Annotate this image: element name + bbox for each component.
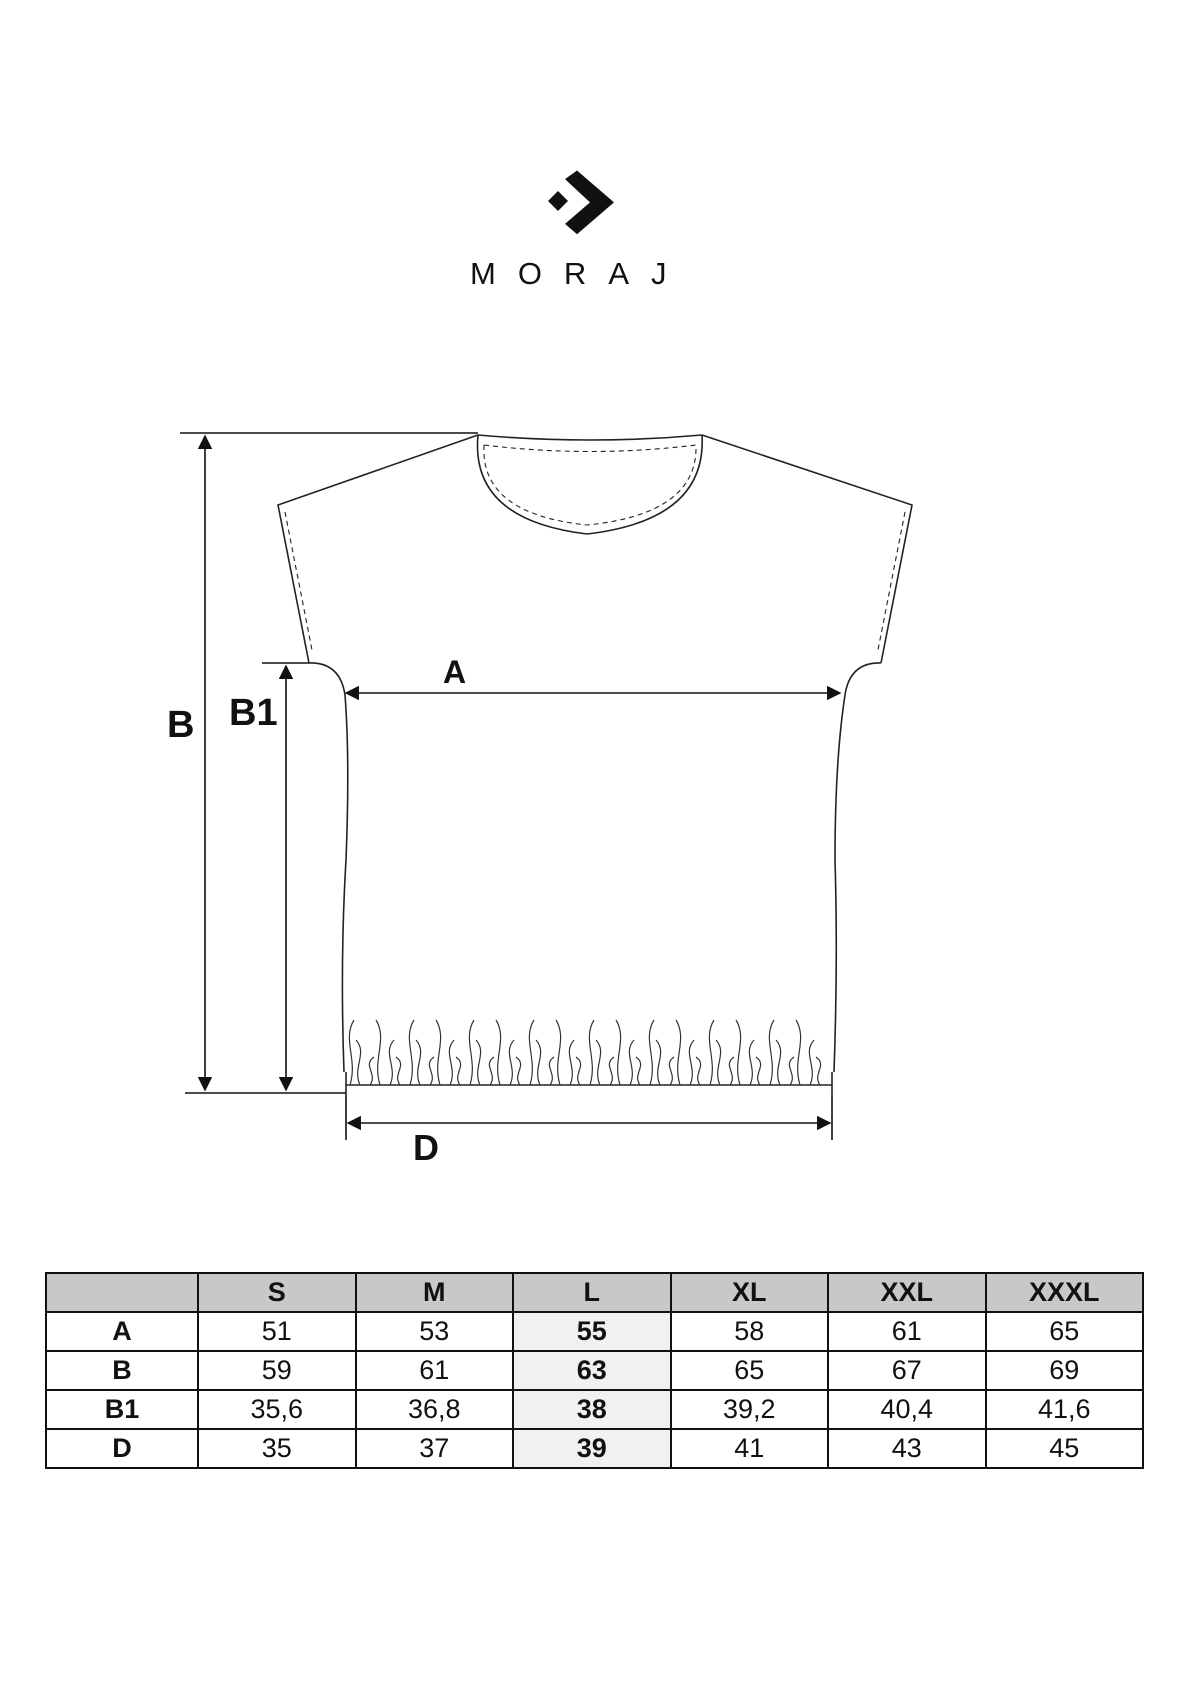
fringe-strand: [709, 1020, 714, 1085]
table-cell: 41,6: [986, 1390, 1144, 1429]
table-cell: 65: [986, 1312, 1144, 1351]
fringe-strand: [556, 1020, 561, 1085]
table-row: [46, 1351, 1143, 1390]
table-cell: 35: [198, 1429, 356, 1468]
table-cell: 69: [986, 1351, 1144, 1390]
fringe-strand: [489, 1057, 494, 1085]
fringe-strand: [469, 1020, 474, 1085]
header-cell-l: L: [513, 1273, 671, 1312]
fringe-strand: [776, 1040, 781, 1085]
table-cell-highlighted: 38: [513, 1390, 671, 1429]
table-cell-highlighted: 63: [513, 1351, 671, 1390]
fringe-strand: [736, 1020, 741, 1085]
header-cell-empty: [46, 1273, 198, 1312]
row-label: B1: [46, 1390, 198, 1429]
fringe-strand: [796, 1020, 801, 1085]
fringe-strand: [396, 1057, 401, 1085]
table-cell: 37: [356, 1429, 514, 1468]
table-cell: 59: [198, 1351, 356, 1390]
fringe-strand: [456, 1057, 461, 1085]
header-cell-xl: XL: [671, 1273, 829, 1312]
fringe-strand: [429, 1057, 434, 1085]
fringe-strand: [409, 1020, 414, 1085]
fringe-strand: [816, 1057, 821, 1085]
row-label: A: [46, 1312, 198, 1351]
fringe-strand: [649, 1020, 654, 1085]
fringe-strand: [669, 1057, 674, 1085]
label-a: A: [443, 654, 467, 690]
fringe-strand: [516, 1057, 521, 1085]
fringe-strand: [576, 1057, 581, 1085]
table-cell: 61: [828, 1312, 986, 1351]
table-cell: 39,2: [671, 1390, 829, 1429]
fringe-strand: [589, 1020, 594, 1085]
fringe-strand: [676, 1020, 681, 1085]
table-cell: 67: [828, 1351, 986, 1390]
table-cell: 58: [671, 1312, 829, 1351]
fringe-strand: [729, 1057, 734, 1085]
fringe-strand: [749, 1040, 754, 1085]
header-cell-xxxl: XXXL: [986, 1273, 1144, 1312]
fringe-strand: [369, 1057, 374, 1085]
fringe-strand: [569, 1040, 574, 1085]
table-cell: 35,6: [198, 1390, 356, 1429]
table-row: [46, 1429, 1143, 1468]
brand-name: MORAJ: [470, 256, 689, 291]
label-b1: B1: [229, 692, 278, 734]
table-cell: 45: [986, 1429, 1144, 1468]
table-row: [46, 1312, 1143, 1351]
fringe-strand: [596, 1040, 601, 1085]
fringe-strand: [616, 1020, 621, 1085]
fringe-strand: [529, 1020, 534, 1085]
header-cell-m: M: [356, 1273, 514, 1312]
fringe-strand: [636, 1057, 641, 1085]
fringe-strand: [436, 1020, 441, 1085]
fringe-strand: [809, 1040, 814, 1085]
fringe-strand: [449, 1040, 454, 1085]
table-cell: 51: [198, 1312, 356, 1351]
table-cell-highlighted: 39: [513, 1429, 671, 1468]
table-cell: 36,8: [356, 1390, 514, 1429]
table-row: [46, 1390, 1143, 1429]
fringe-strand: [356, 1040, 361, 1085]
fringe-strand: [629, 1040, 634, 1085]
fringe-strand: [476, 1040, 481, 1085]
fringe-strand: [609, 1057, 614, 1085]
header-cell-xxl: XXL: [828, 1273, 986, 1312]
fringe-strand: [656, 1040, 661, 1085]
fringe-strand: [696, 1057, 701, 1085]
label-b: B: [167, 704, 195, 746]
fringe-strand: [549, 1057, 554, 1085]
fringe-strand: [496, 1020, 501, 1085]
row-label: D: [46, 1429, 198, 1468]
row-label: B: [46, 1351, 198, 1390]
fringe-strand: [389, 1040, 394, 1085]
table-cell: 40,4: [828, 1390, 986, 1429]
fringe-strand: [716, 1040, 721, 1085]
fringe-strand: [689, 1040, 694, 1085]
table-cell: 61: [356, 1351, 514, 1390]
size-header-row: [46, 1273, 1143, 1312]
table-cell: 53: [356, 1312, 514, 1351]
fringe-strand: [756, 1057, 761, 1085]
size-table: [45, 1272, 1144, 1469]
table-cell: 43: [828, 1429, 986, 1468]
header-cell-s: S: [198, 1273, 356, 1312]
fringe-strand: [509, 1040, 514, 1085]
fringe-strand: [769, 1020, 774, 1085]
fringe-strand: [416, 1040, 421, 1085]
fringe-strand: [376, 1020, 381, 1085]
fringe-strand: [349, 1020, 354, 1085]
label-d: D: [413, 1127, 439, 1168]
table-cell: 65: [671, 1351, 829, 1390]
fringe-strand: [536, 1040, 541, 1085]
table-cell: 41: [671, 1429, 829, 1468]
fringe-strand: [789, 1057, 794, 1085]
table-cell-highlighted: 55: [513, 1312, 671, 1351]
